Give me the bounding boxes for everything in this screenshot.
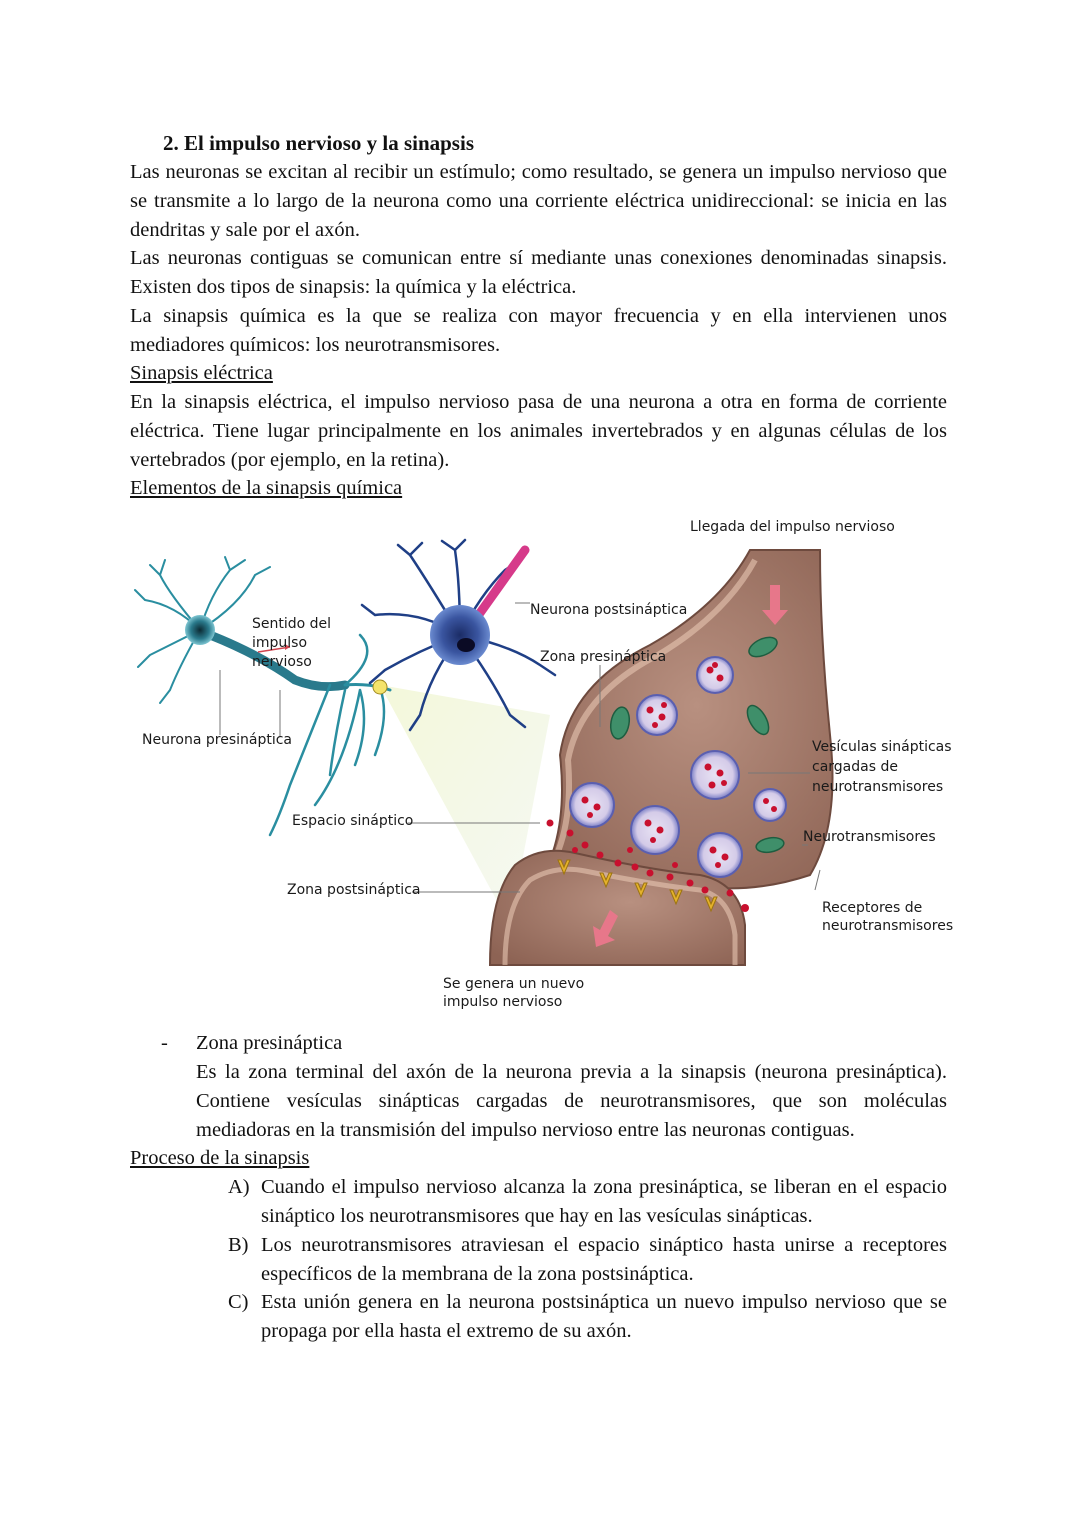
label-zona-presinaptica: Zona presináptica [540, 649, 667, 665]
list-item [228, 1231, 947, 1289]
zona-presinaptica-text: Es la zona terminal del axón de la neurona previa a la sinapsis (neurona presináptica). Contiene vesículas sinápticas cargadas de neurotransmisores, que son moléculas mediadoras en la transmisión del impulso nervioso entre las neuronas contiguas. [196, 1061, 947, 1141]
label-llegada: Llegada del impulso nervioso [690, 519, 895, 535]
list-letter: C) [228, 1291, 249, 1313]
postsynaptic-nucleus [457, 638, 475, 652]
paragraph-quimica: La sinapsis química es la que se realiza con mayor frecuencia y en ella intervienen unos mediadores químicos: los neurotransmisores. [130, 305, 947, 356]
paragraph-impulso: Las neuronas se excitan al recibir un estímulo; como resultado, se genera un impulso nervioso que se transmite a lo largo de la neurona como una corriente eléctrica unidireccional: se inicia en las dendritas y sale por el axón. [130, 161, 947, 241]
zona-presinaptica-title: Zona presináptica [196, 1032, 343, 1054]
paragraph-sinapsis: Las neuronas contiguas se comunican entre sí mediante unas conexiones denominadas sinapsis. Existen dos tipos de sinapsis: la química y la eléctrica. [130, 247, 947, 298]
list-text: Cuando el impulso nervioso alcanza la zona presináptica, se liberan en el espacio sináptico los neurotransmisores que hay en las vesículas sinápticas. [261, 1176, 947, 1227]
synapse-diagram [130, 505, 960, 1020]
subheading-sinapsis-electrica: Sinapsis eléctrica [130, 362, 273, 384]
bullet-dash: - [161, 1032, 168, 1054]
subheading-proceso: Proceso de la sinapsis [130, 1147, 310, 1169]
label-neurona-presinaptica: Neurona presináptica [142, 732, 293, 748]
label-vesiculas: Vesículas sinápticas cargadas de neurotransmisores [812, 739, 952, 795]
label-neurona-postsinaptica: Neurona postsináptica [530, 602, 688, 618]
postsynaptic-soma [430, 605, 490, 665]
list-text: Los neurotransmisores atraviesan el espacio sináptico hasta unirse a receptores específicos de la membrana de la zona postsináptica. [261, 1234, 947, 1285]
presynaptic-soma [185, 615, 215, 645]
label-sentido-impulso: Sentido del impulso nervioso [252, 616, 332, 670]
label-receptores: Receptores de neurotransmisores [822, 900, 954, 934]
synapse-highlight [373, 680, 387, 694]
label-espacio-sinaptico: Espacio sináptico [292, 813, 414, 829]
list-letter: B) [228, 1234, 249, 1256]
section-heading: 2. El impulso nervioso y la sinapsis [163, 131, 474, 155]
label-nuevo-impulso: Se genera un nuevo impulso nervioso [443, 976, 585, 1010]
list-item [228, 1288, 947, 1346]
list-text: Esta unión genera en la neurona postsináptica un nuevo impulso nervioso que se propaga por ella hasta el extremo de su axón. [261, 1291, 947, 1342]
label-zona-postsinaptica: Zona postsináptica [287, 882, 421, 898]
label-neurotransmisores: Neurotransmisores [803, 829, 936, 845]
list-letter: A) [228, 1176, 250, 1198]
presynaptic-neuron [135, 557, 390, 835]
list-item [228, 1173, 947, 1231]
paragraph-electrica: En la sinapsis eléctrica, el impulso nervioso pasa de una neurona a otra en forma de corriente eléctrica. Tiene lugar principalmente en los animales invertebrados y en algunas células de los vertebrados (por ejemplo, en la retina). [130, 391, 947, 471]
subheading-elementos: Elementos de la sinapsis química [130, 477, 403, 499]
